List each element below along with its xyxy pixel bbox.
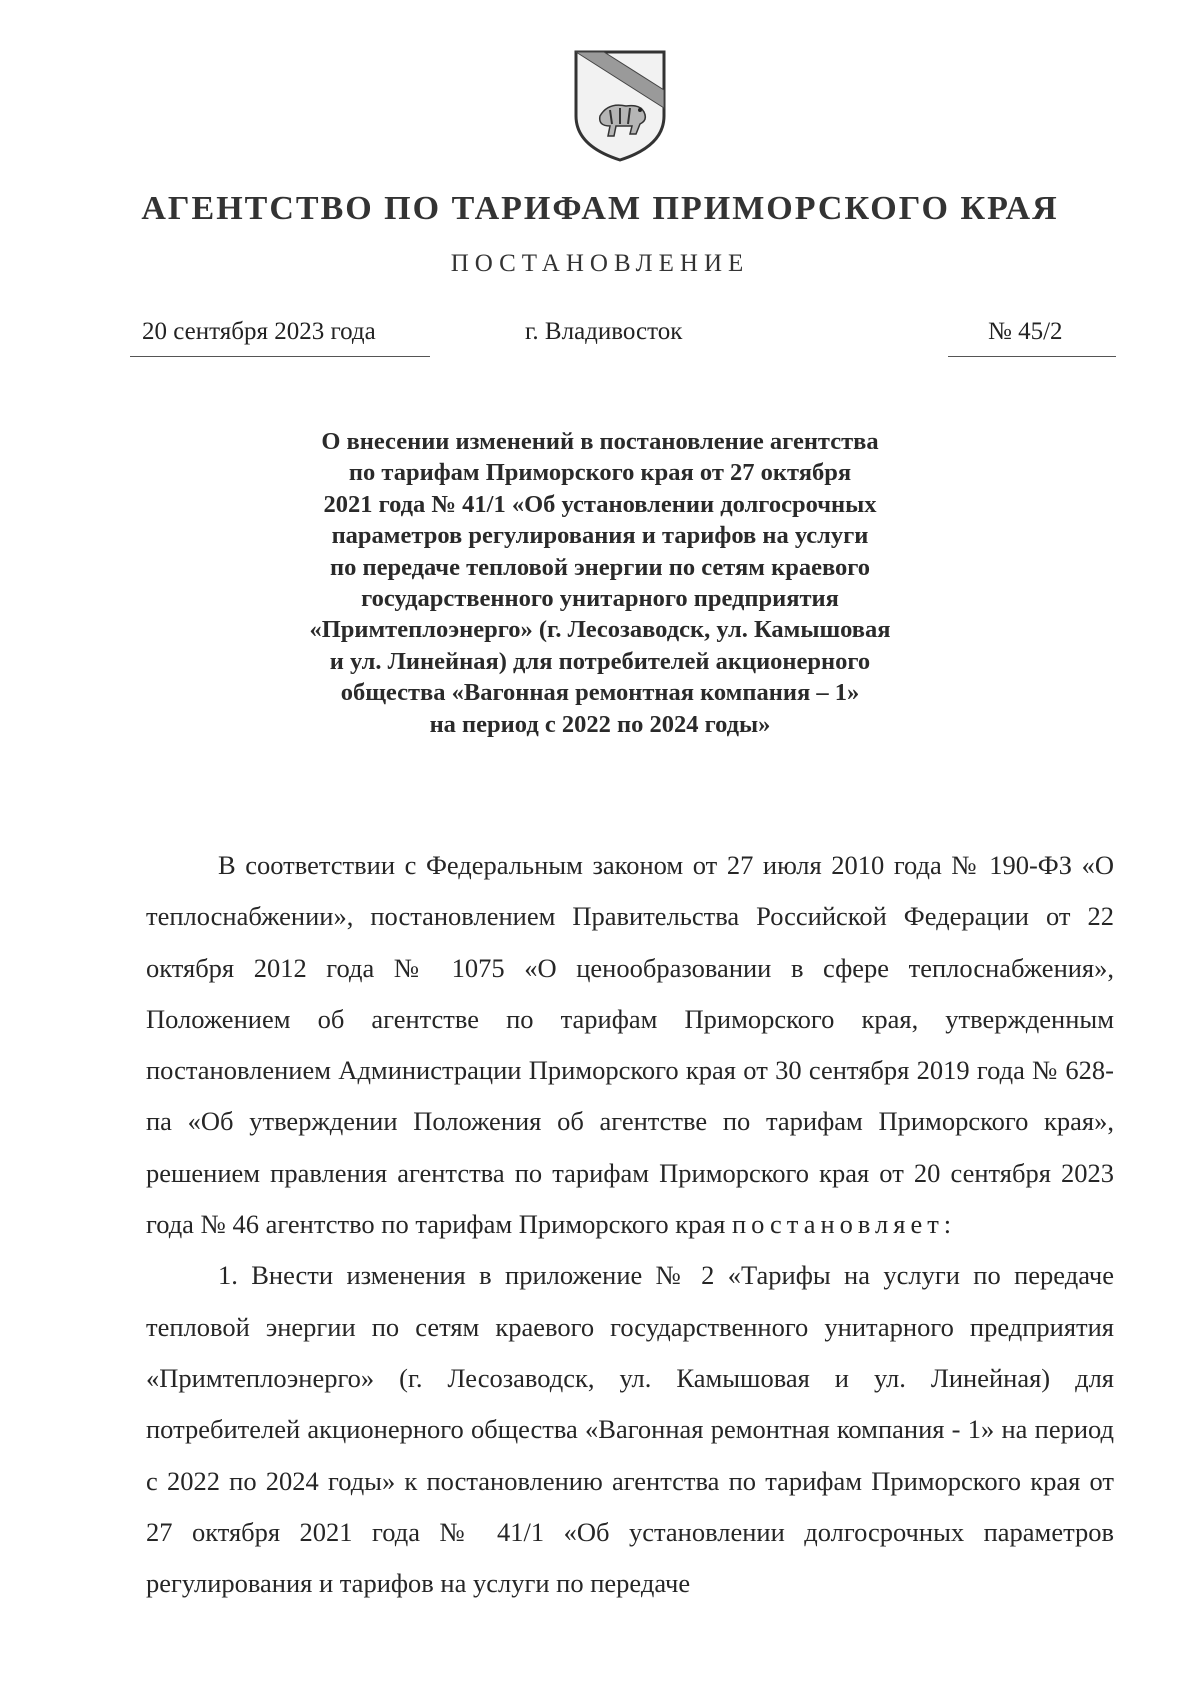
preamble-text: В соответствии с Федеральным законом от 27 июля 2010 года № 190-ФЗ «О теплоснабжении», постановлением Правительства Российской Федерации от 22 октября 2012 года № 1075 «О ценообразовании в сфере теплоснабжения», Положением об агентстве по тарифам Приморского края, утвержденным постановлением Администрации Приморского края от 30 сентября 2019 года № 628-па «Об утверждении Положения об агентстве по тарифам Приморского края», решением правления агентства по тарифам Приморского края от 20 сентября 2023 года № 46 агентство по тарифам Приморского края [146, 850, 1114, 1240]
document-subject [230, 426, 970, 740]
organization-title: АГЕНТСТВО ПО ТАРИФАМ ПРИМОРСКОГО КРАЯ [141, 190, 1059, 227]
coat-of-arms-icon [570, 46, 670, 164]
subject-line: по передаче тепловой энергии по сетям краевого [329, 553, 871, 581]
item-1-paragraph: 1. Внести изменения в приложение № 2 «Тарифы на услуги по передаче тепловой энергии по сетям краевого государственного унитарного предприятия «Примтеплоэнерго» (г. Лесозаводск, ул. Камышовая и ул. Линейная) для потребителей акционерного общества «Вагонная ремонтная компания - 1» на период с 2022 по 2024 годы» к постановлению агентства по тарифам Приморского края от 27 октября 2021 года № 41/1 «Об установлении долгосрочных параметров регулирования и тарифов на услуги по передаче [146, 1260, 1114, 1599]
subject-line: общества «Вагонная ремонтная компания – 1» [340, 679, 860, 707]
subject-line: по тарифам Приморского края от 27 октября [348, 459, 852, 487]
subject-line: 2021 года № 41/1 «Об установлении долгосрочных [323, 490, 877, 518]
preamble-paragraph [146, 840, 1114, 1250]
subject-line: параметров регулирования и тарифов на услуги [331, 522, 869, 550]
subject-line: О внесении изменений в постановление агентства [321, 428, 879, 455]
document-type: ПОСТАНОВЛЕНИЕ [450, 250, 750, 277]
subject-line: «Примтеплоэнерго» (г. Лесозаводск, ул. Камышовая [309, 616, 891, 644]
document-number: № 45/2 [948, 318, 1116, 357]
subject-line: на период с 2022 по 2024 годы» [429, 710, 771, 738]
document-body [146, 840, 1114, 1609]
document-date: 20 сентября 2023 года [130, 318, 430, 357]
subject-line: и ул. Линейная) для потребителей акционерного [329, 647, 871, 675]
document-city: г. Владивосток [525, 318, 683, 345]
subject-line: государственного унитарного предприятия [361, 585, 839, 613]
decree-word: постановляет: [731, 1209, 957, 1240]
